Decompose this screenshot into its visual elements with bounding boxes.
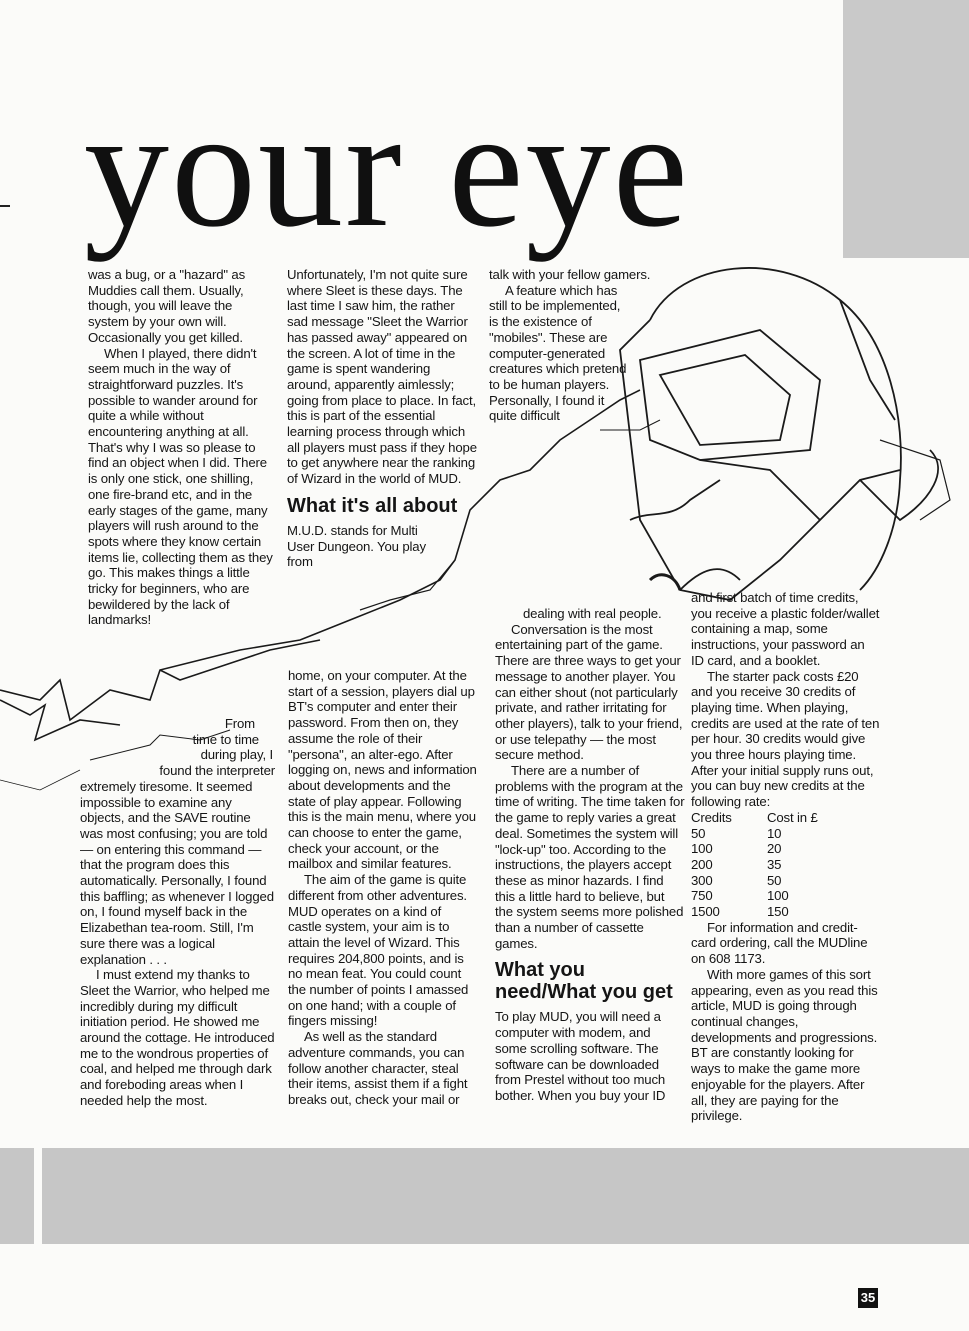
table-cell: 20: [767, 841, 782, 857]
table-cell: 750: [691, 888, 713, 904]
table-row: [691, 873, 881, 889]
paragraph: To play MUD, you will need a computer with modem, and some scrolling software. The software can be downloaded from Prestel without too much bother. When you buy your ID: [495, 1009, 666, 1103]
table-cell: 300: [691, 872, 713, 888]
page-number: 35: [858, 1288, 878, 1308]
table-cell: 150: [767, 904, 789, 920]
paragraph: home, on your computer. At the start of a session, players dial up BT's computer and enter their password. From then on, they assume the role of their "persona", an alter-ego. After logging on, news and information about developments and the state of play appear. Following this is the main menu, where you can choose to enter the game, check your account, or the mailbox and similar features.: [288, 668, 477, 872]
paragraph: extremely tiresome. It seemed impossible to examine any objects, and the SAVE routine was most confusing; you are told — on entering this command — that the program does this automatically. Personally, I found this baffling; as whenever I logged on, I found myself back in the Elizabethan tea-room. Still, I'm sure there was a logical explanation . . .: [80, 778, 274, 967]
section-heading: What you need/What you get: [495, 959, 673, 1004]
paragraph: As well as the standard adventure commands, you can follow another character, steal their items, assist them if a fight breaks out, check your mail or: [288, 1029, 468, 1107]
paragraph: With more games of this sort appearing, even as you read this article, MUD is going through continual changes, developments and progressions. BT are constantly looking for ways to make the game more enjoyable for the players. After all, they are paying for the privilege.: [691, 966, 878, 1124]
credits-table-header: [691, 810, 881, 826]
paragraph: and first batch of time credits, you receive a plastic folder/wallet containing a map, some instructions, your password an ID card, and a booklet.: [691, 590, 880, 668]
table-row: [691, 888, 881, 904]
table-row: [691, 857, 881, 873]
paragraph: dealing with real people.: [523, 606, 662, 621]
table-cell: 50: [691, 825, 706, 841]
table-cell: 10: [767, 825, 782, 841]
paragraph: M.U.D. stands for Multi User Dungeon. You play from: [287, 522, 426, 570]
column-4: [691, 590, 881, 1124]
table-header-cell: Cost in £: [767, 809, 818, 825]
table-cell: 50: [767, 872, 782, 888]
paragraph: The starter pack costs £20 and you receive 30 credits of playing time. When playing, credits are used at the rate of ten per hour. 30 credits would give you three hours playing time. After your initial supply runs out, you can buy new credits at the following rate:: [691, 668, 880, 810]
column-2-lower: [288, 668, 478, 1108]
column-1: [88, 267, 273, 628]
table-row: [691, 826, 881, 842]
paragraph: There are a number of problems with the program at the time of writing. The time taken for the game to reply varies a great deal. Sometimes the system will "lock-up" too. According to the instructions, the players accept these as minor hazards. I find this a little hard to believe, but the system seems more polished than a number of cassette games.: [495, 763, 685, 951]
table-cell: 35: [767, 856, 782, 872]
column-2: [287, 267, 477, 570]
paragraph: was a bug, or a "hazard" as Muddies call them. Usually, though, you will leave the system by your own will. Occasionally you get killed.: [88, 267, 246, 345]
wrap-line: time to time: [192, 731, 259, 747]
wrap-line: found the interpreter: [159, 763, 275, 779]
table-row: [691, 904, 881, 920]
paragraph: talk with your fellow gamers.: [489, 267, 651, 282]
column-3-lower: [495, 606, 685, 1104]
table-row: [691, 841, 881, 857]
table-cell: 100: [767, 888, 789, 904]
table-cell: 100: [691, 841, 713, 857]
paragraph: The aim of the game is quite different from other adventures. MUD operates on a kind of castle system, your aim is to attain the level of Wizard. This requires 204,800 points, and is no mean feat. You could count the number of points I amassed on one hand; with a couple of fingers missing!: [288, 872, 469, 1029]
headline: your eye: [84, 74, 691, 262]
paragraph: When I played, there didn't seem much in the way of straightforward puzzles. It's possible to wander around for quite a while without encountering anything at all. That's why I was so please to find an object when I did. There is only one stick, one shilling, one fire-brand etc, and in the early stages of the game, many players will rush around to the spots where they know certain items lie, collecting them as they go. This makes things a little tricky for beginners, who are bewildered by the lack of landmarks!: [88, 345, 273, 628]
column-1-lower: [80, 716, 275, 1109]
wrap-line: during play, I: [200, 747, 273, 763]
wrap-line: From: [224, 716, 255, 731]
paragraph: Unfortunately, I'm not quite sure where Sleet is these days. The last time I saw him, the rather sad message "Sleet the Warrior has passed away" appeared on the screen. A lot of time in the game is spent wandering around, apparently aimlessly; going from place to place. In fact, this is part of the essential learning process through which all players must pass if they hope to get anywhere near the ranking of Wizard in the world of MUD.: [287, 267, 477, 487]
paragraph: A feature which has still to be implemented, is the existence of "mobiles". These are computer-generated creatures which pretend to be human players. Personally, I found it quite difficult: [489, 282, 627, 424]
paragraph: I must extend my thanks to Sleet the Warrior, who helped me incredibly during my difficult initiation period. He showed me around the cottage. He introduced me to the wondrous properties of coal, and helped me through dark and foreboding areas when I needed help the most.: [80, 967, 275, 1108]
table-header-cell: Credits: [691, 809, 732, 825]
table-cell: 1500: [691, 904, 720, 920]
paragraph: For information and credit-card ordering, call the MUDline on 608 1173.: [691, 919, 868, 967]
table-cell: 200: [691, 856, 713, 872]
column-3: [489, 267, 669, 424]
section-heading: What it's all about: [287, 494, 458, 517]
paragraph: Conversation is the most entertaining part of the game. There are three ways to get your message to another player. You can either shout (not particularly private, and rather irritating for other players), talk to your friend, or use telepathy — the most secure method.: [495, 621, 683, 763]
